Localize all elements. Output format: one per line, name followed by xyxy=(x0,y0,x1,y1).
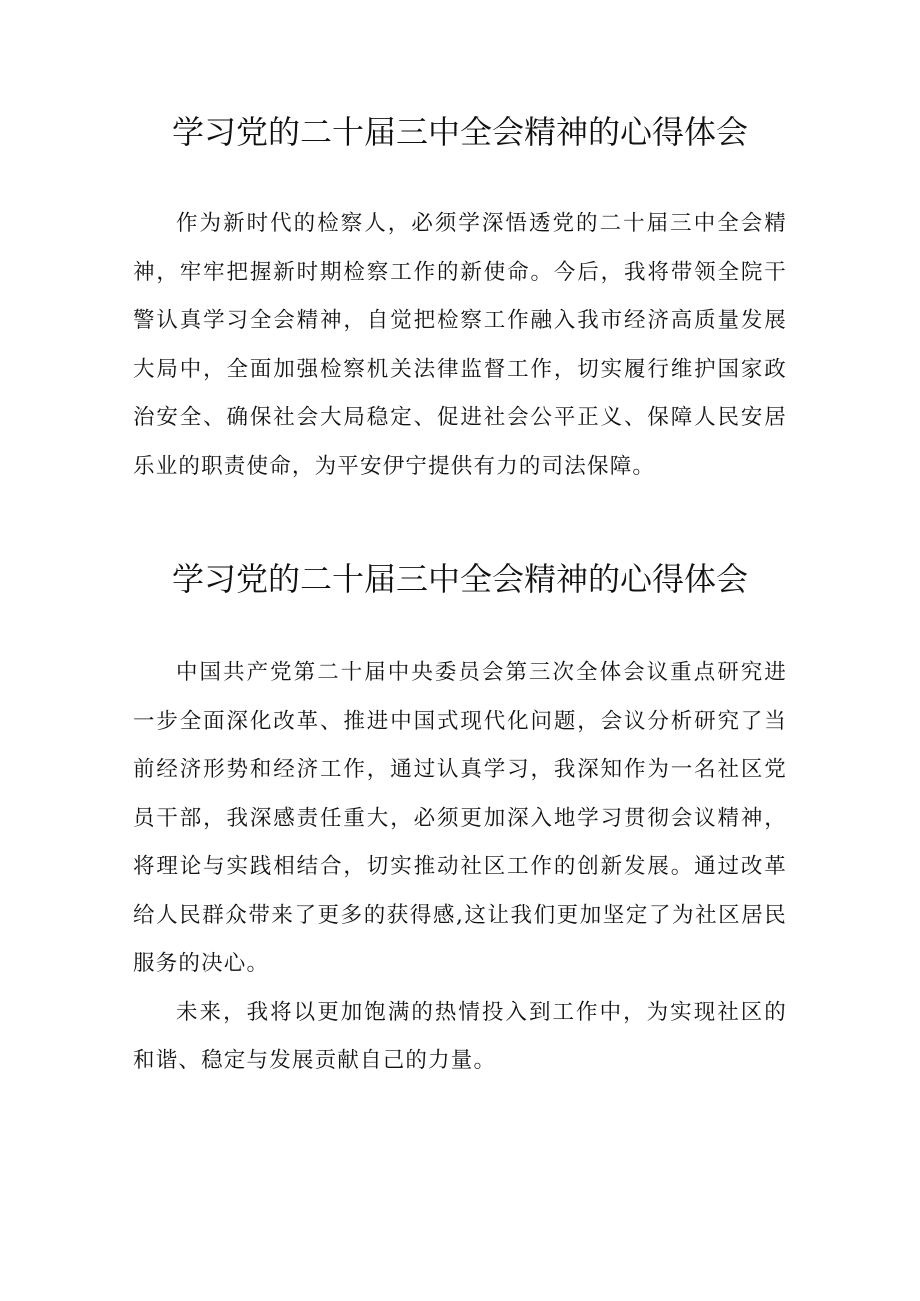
section-2-title: 学习党的二十届三中全会精神的心得体会 xyxy=(171,560,748,598)
section-2-paragraph-1: 中国共产党第二十届中央委员会第三次全体会议重点研究进一步全面深化改革、推进中国式现代化问题，会议分析研究了当前经济形势和经济工作，通过认真学习，我深知作为一名社区党员干部，我深感责任重大，必须更加深入地学习贯彻会议精神，将理论与实践相结合，切实推动社区工作的创新发展。通过改革给人民群众带来了更多的获得感,这让我们更加坚定了为社区居民服务的决心。 xyxy=(133,660,787,976)
section-2-body xyxy=(133,649,787,1086)
section-1-paragraph-1: 作为新时代的检察人，必须学深悟透党的二十届三中全会精神，牢牢把握新时期检察工作的新使命。今后，我将带领全院干警认真学习全会精神，自觉把检察工作融入我市经济高质量发展大局中，全面加强检察机关法律监督工作，切实履行维护国家政治安全、确保社会大局稳定、促进社会公平正义、保障人民安居乐业的职责使命，为平安伊宁提供有力的司法保障。 xyxy=(133,211,787,479)
section-1-title: 学习党的二十届三中全会精神的心得体会 xyxy=(171,113,748,151)
section-2-paragraph-2: 未来，我将以更加饱满的热情投入到工作中，为实现社区的和谐、稳定与发展贡献自己的力量。 xyxy=(133,999,787,1073)
section-1-body xyxy=(133,200,787,491)
